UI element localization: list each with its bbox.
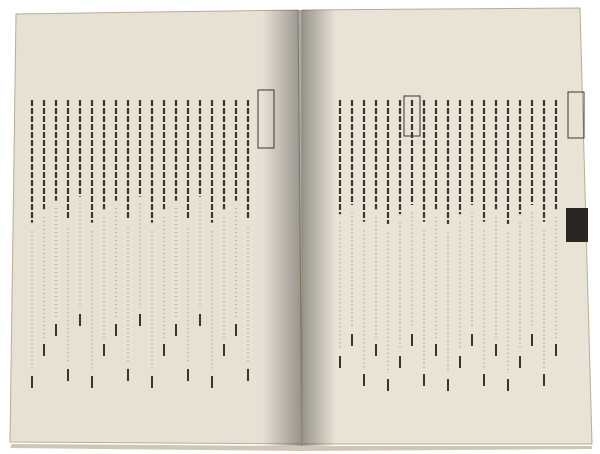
ribbon-bookmark	[566, 208, 588, 242]
gutter-shadow-right	[302, 10, 336, 446]
gutter-shadow-left	[262, 10, 302, 446]
right-page	[302, 8, 592, 444]
left-page	[10, 10, 302, 444]
